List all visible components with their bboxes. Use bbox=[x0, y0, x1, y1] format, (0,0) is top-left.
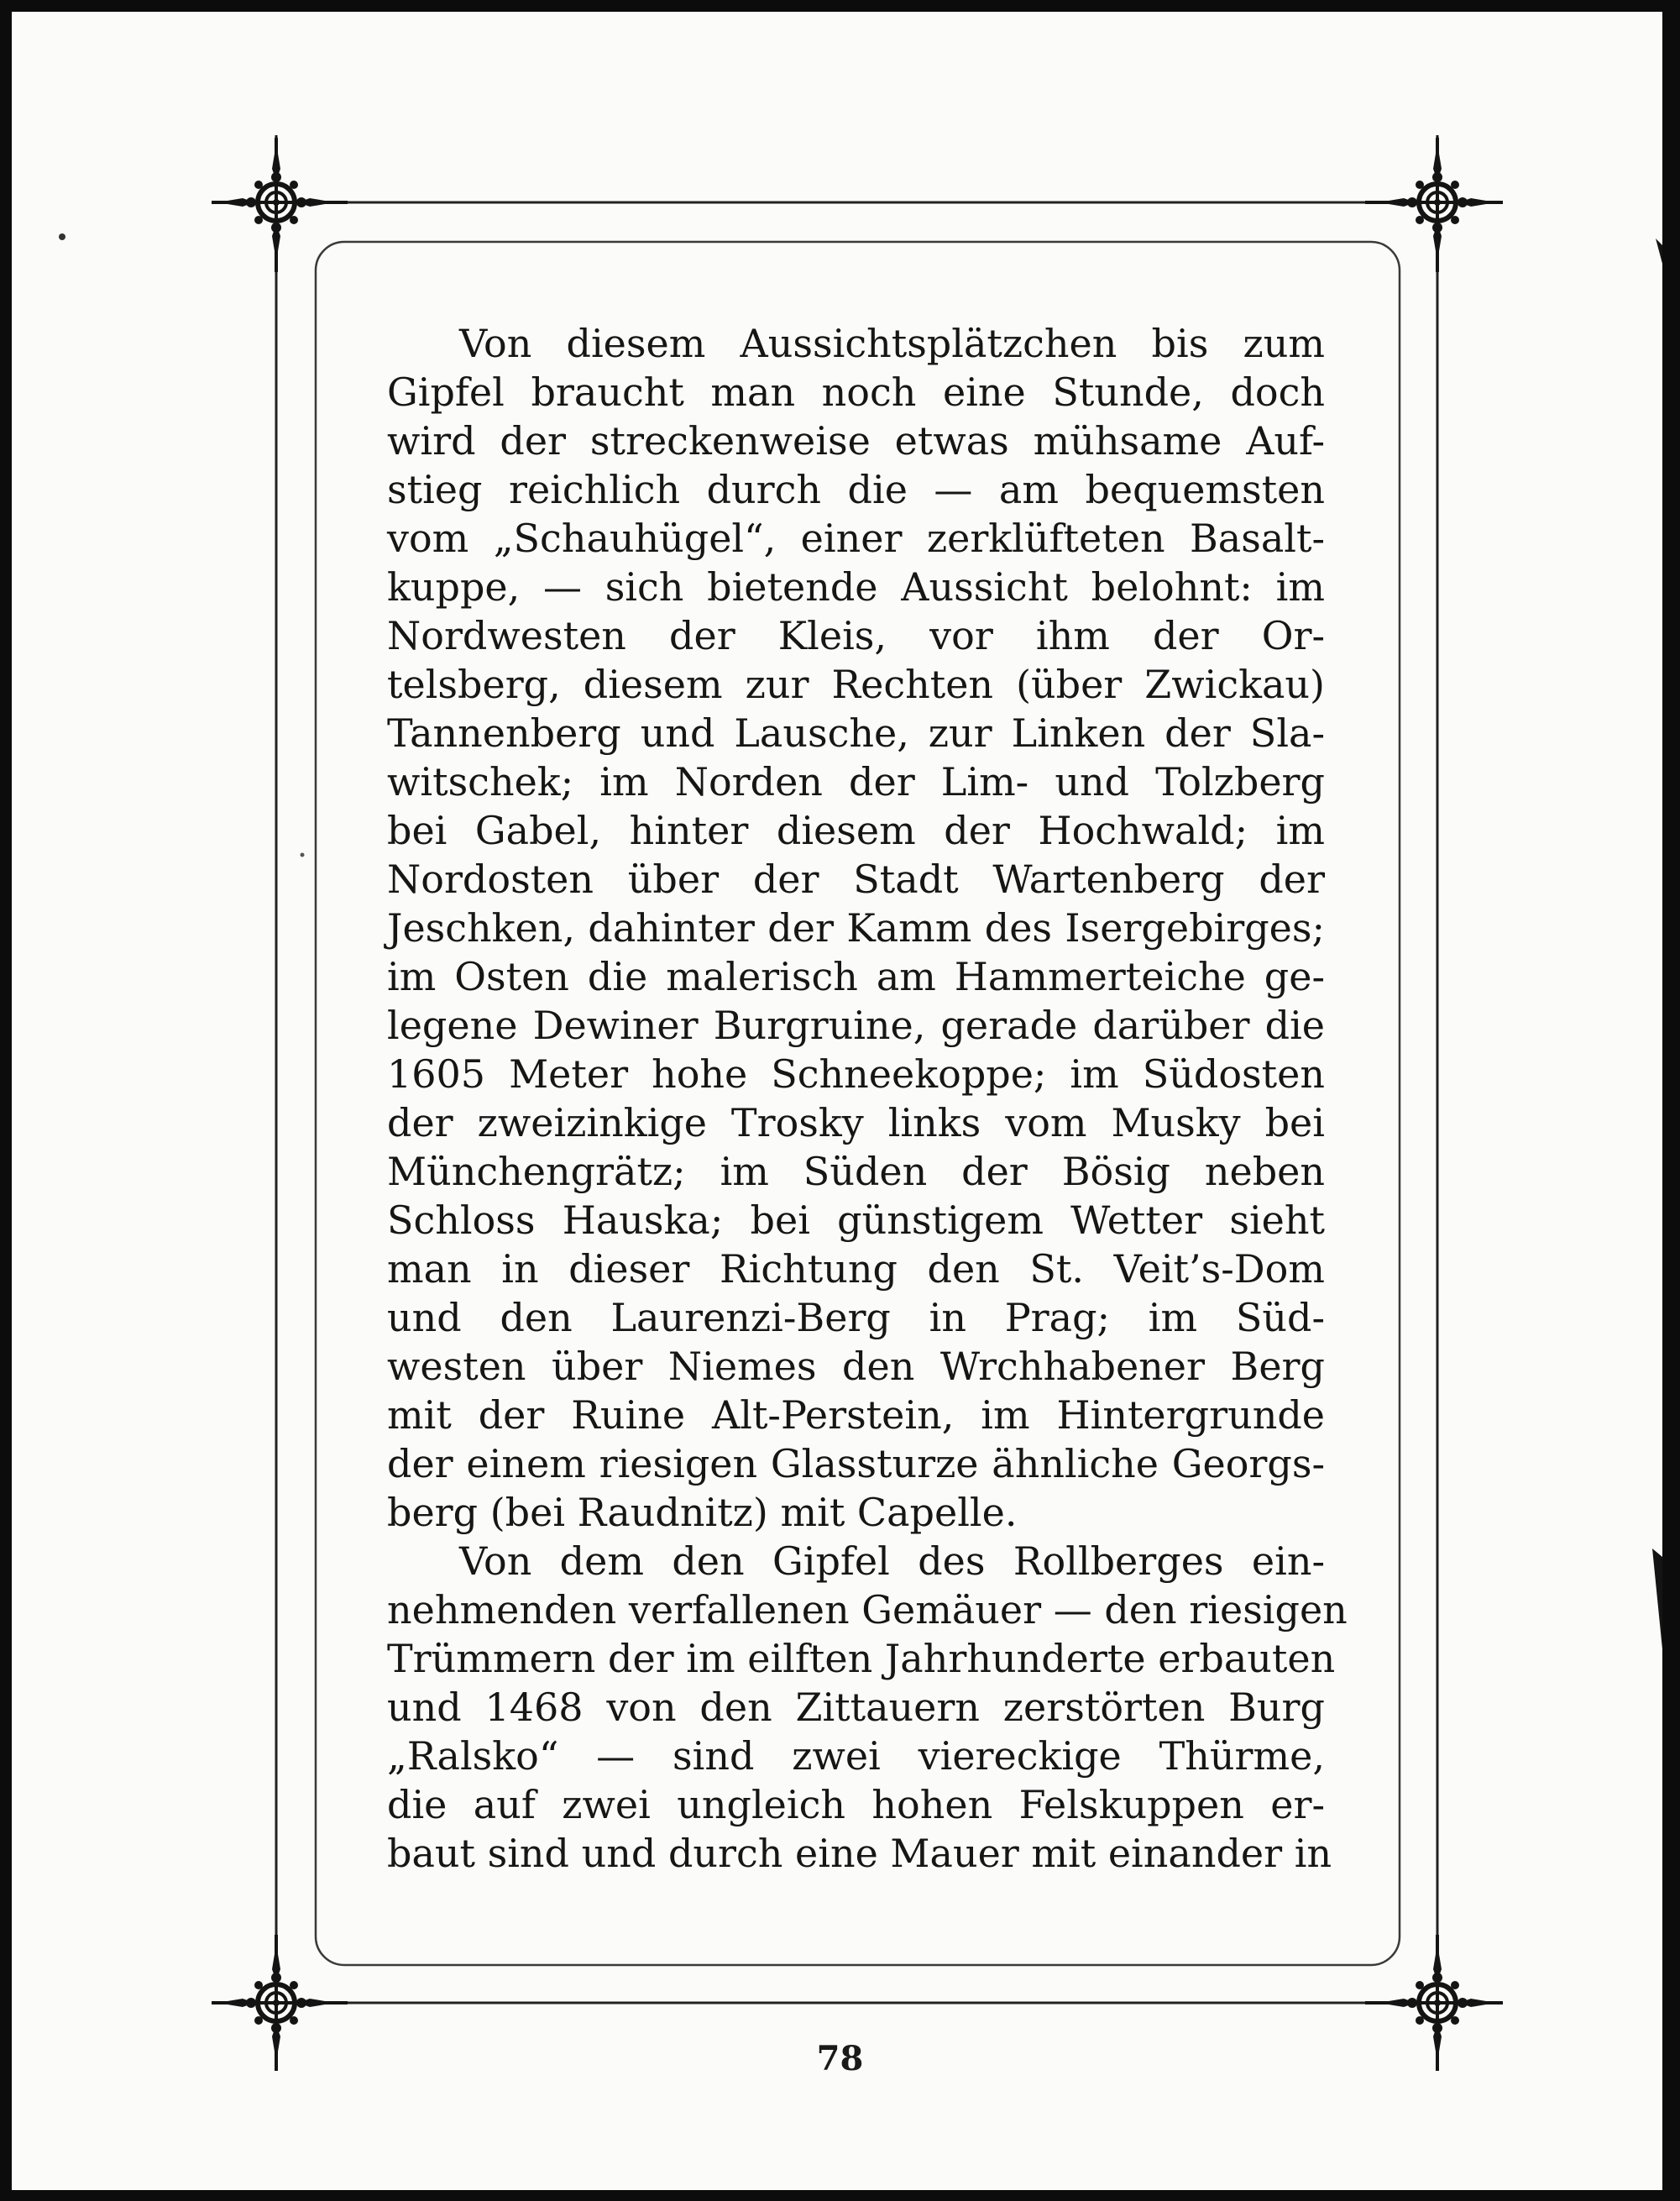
text-line: stieg reichlich durch die — am bequemsten bbox=[387, 467, 1325, 512]
text-line: man in dieser Richtung den St. Veit’s-Dom bbox=[387, 1246, 1325, 1292]
text-line: wird der streckenweise etwas mühsame Auf- bbox=[387, 418, 1325, 464]
text-line: telsberg, diesem zur Rechten (über Zwickau) bbox=[387, 662, 1325, 707]
corner-ornament-top-right bbox=[1379, 135, 1496, 270]
text-line: westen über Niemes den Wrchhabener Berg bbox=[387, 1344, 1325, 1389]
text-line: „Ralsko“ — sind zwei viereckige Thürme, bbox=[387, 1733, 1325, 1779]
text-line: im Osten die malerisch am Hammerteiche ge- bbox=[387, 954, 1325, 999]
corner-ornament-top-left bbox=[217, 135, 335, 270]
text-line: Von dem den Gipfel des Rollberges ein- bbox=[459, 1538, 1325, 1584]
text-line: und 1468 von den Zittauern zerstörten Burg bbox=[387, 1685, 1325, 1730]
text-line: Nordosten über der Stadt Wartenberg der bbox=[387, 857, 1325, 902]
text-line: witschek; im Norden der Lim- und Tolzberg bbox=[387, 759, 1325, 804]
text-line: Gipfel braucht man noch eine Stunde, doch bbox=[387, 369, 1325, 415]
text-line: Nordwesten der Kleis, vor ihm der Or- bbox=[387, 613, 1325, 658]
text-line: die auf zwei ungleich hohen Felskuppen er- bbox=[387, 1782, 1325, 1827]
paragraph bbox=[387, 1537, 1348, 1878]
text-line: und den Laurenzi-Berg in Prag; im Süd- bbox=[387, 1295, 1325, 1340]
text-line: legene Dewiner Burgruine, gerade darüber die bbox=[387, 1003, 1325, 1048]
paragraph bbox=[387, 319, 1325, 1537]
body-text bbox=[387, 319, 1348, 1878]
text-line: Jeschken, dahinter der Kamm des Isergebirges; bbox=[387, 905, 1325, 951]
text-line: der einem riesigen Glassturze ähnliche Georgs- bbox=[387, 1441, 1325, 1486]
text-line: Münchengrätz; im Süden der Bösig neben bbox=[387, 1149, 1325, 1194]
text-line: nehmenden verfallenen Gemäuer — den riesigen bbox=[387, 1587, 1348, 1632]
text-line: baut sind und durch eine Mauer mit einander in bbox=[387, 1831, 1332, 1876]
text-line: der zweizinkige Trosky links vom Musky bei bbox=[387, 1100, 1325, 1145]
text-line: kuppe, — sich bietende Aussicht belohnt: im bbox=[387, 564, 1325, 610]
text-line: vom „Schauhügel“, einer zerklüfteten Basalt- bbox=[387, 516, 1325, 561]
text-line: 1605 Meter hohe Schneekoppe; im Südosten bbox=[387, 1051, 1325, 1097]
text-line: Von diesem Aussichtsplätzchen bis zum bbox=[459, 321, 1325, 366]
text-line: berg (bei Raudnitz) mit Capelle. bbox=[387, 1490, 1018, 1535]
text-line: mit der Ruine Alt-Perstein, im Hintergrunde bbox=[387, 1392, 1325, 1438]
text-line: Schloss Hauska; bei günstigem Wetter sieht bbox=[387, 1197, 1325, 1243]
text-line: bei Gabel, hinter diesem der Hochwald; im bbox=[387, 808, 1325, 853]
text-line: Tannenberg und Lausche, zur Linken der Sla- bbox=[387, 710, 1325, 756]
page-number: 78 bbox=[816, 2039, 864, 2078]
text-line: Trümmern der im eilften Jahrhunderte erbauten bbox=[387, 1636, 1336, 1681]
